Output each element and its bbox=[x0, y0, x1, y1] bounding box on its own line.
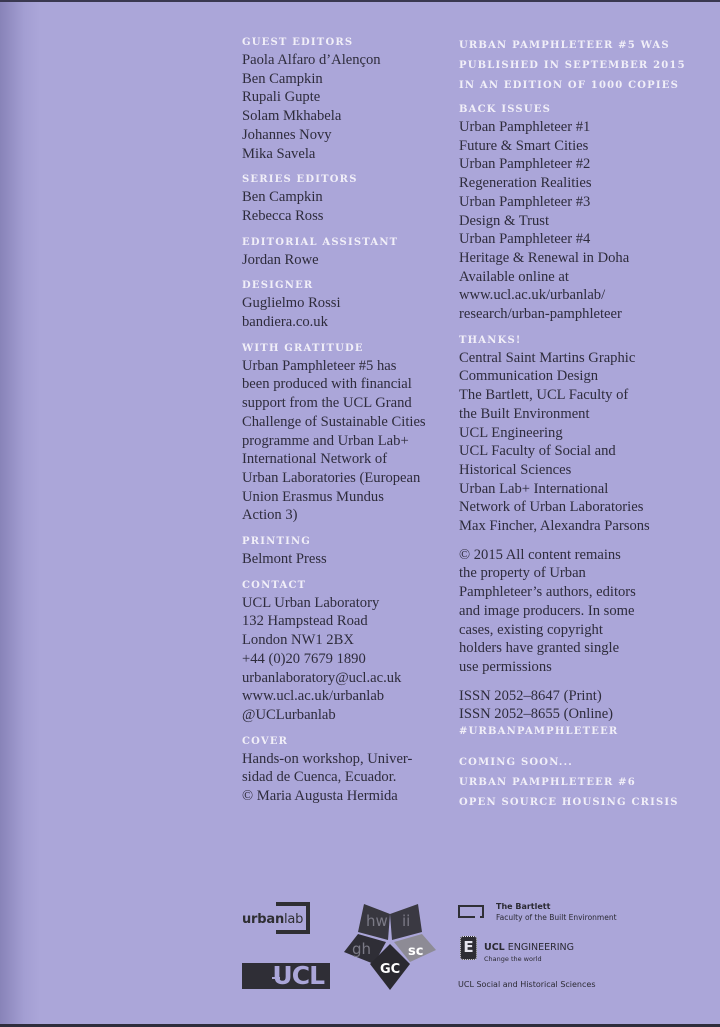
urbanlab-logo bbox=[242, 902, 314, 936]
text-line: been produced with financial bbox=[242, 376, 412, 393]
text-line: Urban Pamphleteer #5 has bbox=[242, 357, 397, 374]
name-line: Solam Mkhabela bbox=[242, 108, 342, 125]
text-line: Urban Laboratories (European bbox=[242, 469, 421, 486]
contact-website: www.ucl.ac.uk/urbanlab bbox=[242, 688, 385, 705]
text-line: Max Fincher, Alexandra Parsons bbox=[459, 518, 650, 535]
thanks-section bbox=[459, 334, 711, 536]
text-line: programme and Urban Lab+ bbox=[242, 432, 409, 449]
name-line: Mika Savela bbox=[242, 145, 316, 162]
text-line: International Network of bbox=[242, 451, 388, 468]
svg-text:gh: gh bbox=[352, 940, 372, 958]
printer-name: Belmont Press bbox=[242, 551, 327, 568]
guest-editors-section bbox=[242, 36, 454, 163]
name-line: Rebecca Ross bbox=[242, 207, 324, 224]
section-label: EDITORIAL ASSISTANT bbox=[242, 236, 399, 248]
back-issues-url: research/urban-pamphleteer bbox=[459, 306, 622, 323]
text-line: Urban Lab+ International bbox=[459, 480, 609, 497]
section-label: SERIES EDITORS bbox=[242, 174, 358, 186]
bartlett-logo bbox=[458, 900, 648, 924]
designer-website: bandiera.co.uk bbox=[242, 314, 328, 331]
urbanlab-wordmark: urbanlab bbox=[242, 912, 304, 927]
text-line: Union Erasmus Mundus bbox=[242, 488, 384, 505]
text-line: Action 3) bbox=[242, 507, 298, 524]
coming-soon-line: URBAN PAMPHLETEER #6 bbox=[459, 777, 636, 789]
text-line: support from the UCL Grand bbox=[242, 395, 412, 412]
text-line: Challenge of Sustainable Cities bbox=[242, 413, 426, 430]
back-issue-title: Urban Pamphleteer #4 bbox=[459, 231, 591, 248]
back-issue-title: Urban Pamphleteer #3 bbox=[459, 193, 591, 210]
contact-address: 132 Hampstead Road bbox=[242, 613, 368, 630]
back-issues-section bbox=[459, 103, 711, 324]
text-line: Communication Design bbox=[459, 368, 599, 385]
engineering-title: UCL ENGINEERING bbox=[484, 942, 575, 953]
svg-text:sc: sc bbox=[408, 944, 424, 959]
back-issue-title: Urban Pamphleteer #1 bbox=[459, 119, 591, 135]
issn-print: ISSN 2052–8647 (Print) bbox=[459, 687, 602, 704]
text-line: use permissions bbox=[459, 658, 552, 675]
bartlett-title: The Bartlett bbox=[496, 902, 551, 911]
issn-online: ISSN 2052–8655 (Online) bbox=[459, 706, 614, 723]
coming-soon-line: COMING SOON... bbox=[459, 757, 573, 769]
section-label: WITH GRATITUDE bbox=[242, 342, 364, 354]
text-line: © Maria Augusta Hermida bbox=[242, 788, 398, 805]
text-line: the property of Urban bbox=[459, 565, 586, 582]
ucl-wordmark: UCL bbox=[272, 961, 324, 990]
text-line: UCL Faculty of Social and bbox=[459, 443, 616, 460]
section-label: COVER bbox=[242, 735, 289, 747]
section-label: PRINTING bbox=[242, 536, 312, 548]
grand-challenges-star-icon bbox=[344, 900, 436, 992]
page-fold-shadow bbox=[0, 0, 40, 1027]
grand-challenges-logo bbox=[344, 900, 436, 992]
partner-logos bbox=[236, 896, 656, 996]
section-label: DESIGNER bbox=[242, 280, 314, 292]
svg-text:GC: GC bbox=[380, 962, 401, 977]
publication-note-line: PUBLISHED IN SEPTEMBER 2015 bbox=[459, 60, 686, 71]
copyright-section bbox=[459, 546, 711, 677]
text-line: Central Saint Martins Graphic bbox=[459, 349, 636, 366]
back-issue-subtitle: Heritage & Renewal in Doha bbox=[459, 249, 630, 266]
back-issue-title: Urban Pamphleteer #2 bbox=[459, 156, 591, 173]
svg-text:hw: hw bbox=[366, 912, 388, 930]
section-label: GUEST EDITORS bbox=[242, 37, 354, 48]
ucl-engineering-logo bbox=[458, 934, 648, 964]
name-line: Ben Campkin bbox=[242, 70, 323, 87]
back-issue-subtitle: Design & Trust bbox=[459, 212, 550, 229]
text-line: sidad de Cuenca, Ecuador. bbox=[242, 769, 397, 786]
contact-twitter: @UCLurbanlab bbox=[242, 706, 336, 723]
engineering-tagline: Change the world bbox=[484, 955, 542, 963]
series-editors-section bbox=[242, 173, 454, 225]
colophon-left-column bbox=[242, 36, 454, 816]
coming-soon-line: OPEN SOURCE HOUSING CRISIS bbox=[459, 797, 679, 809]
name-line: Jordan Rowe bbox=[242, 251, 319, 268]
name-line: Paola Alfaro d’Alençon bbox=[242, 52, 381, 68]
text-line: © 2015 All content remains bbox=[459, 546, 621, 563]
section-label: CONTACT bbox=[242, 579, 307, 591]
svg-text:ii: ii bbox=[402, 912, 411, 930]
with-gratitude-section bbox=[242, 342, 454, 525]
name-line: Guglielmo Rossi bbox=[242, 295, 341, 312]
text-line: Hands-on workshop, Univer- bbox=[242, 750, 413, 767]
colophon-right-column bbox=[459, 36, 711, 822]
availability-text: Available online at bbox=[459, 268, 569, 285]
name-line: Ben Campkin bbox=[242, 189, 323, 206]
designer-section bbox=[242, 279, 454, 331]
bartlett-frame-icon bbox=[458, 905, 484, 918]
coming-soon-section bbox=[459, 753, 711, 812]
text-line: and image producers. In some bbox=[459, 602, 635, 619]
contact-email: urbanlaboratory@ucl.ac.uk bbox=[242, 669, 402, 686]
text-line: Network of Urban Laboratories bbox=[459, 499, 644, 516]
publication-note-line: IN AN EDITION OF 1000 COPIES bbox=[459, 80, 680, 91]
issn-section bbox=[459, 687, 711, 739]
text-line: Historical Sciences bbox=[459, 461, 572, 478]
ucl-social-historical-sciences-logo: UCL Social and Historical Sciences bbox=[458, 980, 596, 989]
section-label: BACK ISSUES bbox=[459, 104, 552, 115]
hashtag: #URBANPAMPHLETEER bbox=[459, 726, 619, 738]
bartlett-subtitle: Faculty of the Built Environment bbox=[496, 913, 617, 922]
name-line: Johannes Novy bbox=[242, 126, 332, 143]
back-issue-subtitle: Regeneration Realities bbox=[459, 175, 592, 192]
contact-phone: +44 (0)20 7679 1890 bbox=[242, 650, 366, 667]
text-line: Pamphleteer’s authors, editors bbox=[459, 584, 636, 601]
editorial-assistant-section bbox=[242, 236, 454, 270]
text-line: cases, existing copyright bbox=[459, 621, 603, 638]
section-label: THANKS! bbox=[459, 334, 522, 346]
publication-note-line: URBAN PAMPHLETEER #5 WAS bbox=[459, 40, 670, 51]
back-issues-url: www.ucl.ac.uk/urbanlab/ bbox=[459, 287, 606, 304]
cover-section bbox=[242, 735, 454, 806]
contact-section bbox=[242, 579, 454, 725]
ucl-logo bbox=[242, 963, 330, 989]
contact-city: London NW1 2BX bbox=[242, 632, 354, 649]
page-top-edge bbox=[0, 0, 720, 2]
contact-org: UCL Urban Laboratory bbox=[242, 594, 380, 611]
printing-section bbox=[242, 535, 454, 569]
text-line: the Built Environment bbox=[459, 405, 590, 422]
text-line: The Bartlett, UCL Faculty of bbox=[459, 387, 629, 404]
text-line: holders have granted single bbox=[459, 640, 620, 657]
text-line: UCL Engineering bbox=[459, 424, 563, 441]
name-line: Rupali Gupte bbox=[242, 89, 321, 106]
engineering-e-icon: E bbox=[460, 936, 477, 960]
back-issue-subtitle: Future & Smart Cities bbox=[459, 137, 589, 154]
publication-note-section bbox=[459, 36, 711, 95]
